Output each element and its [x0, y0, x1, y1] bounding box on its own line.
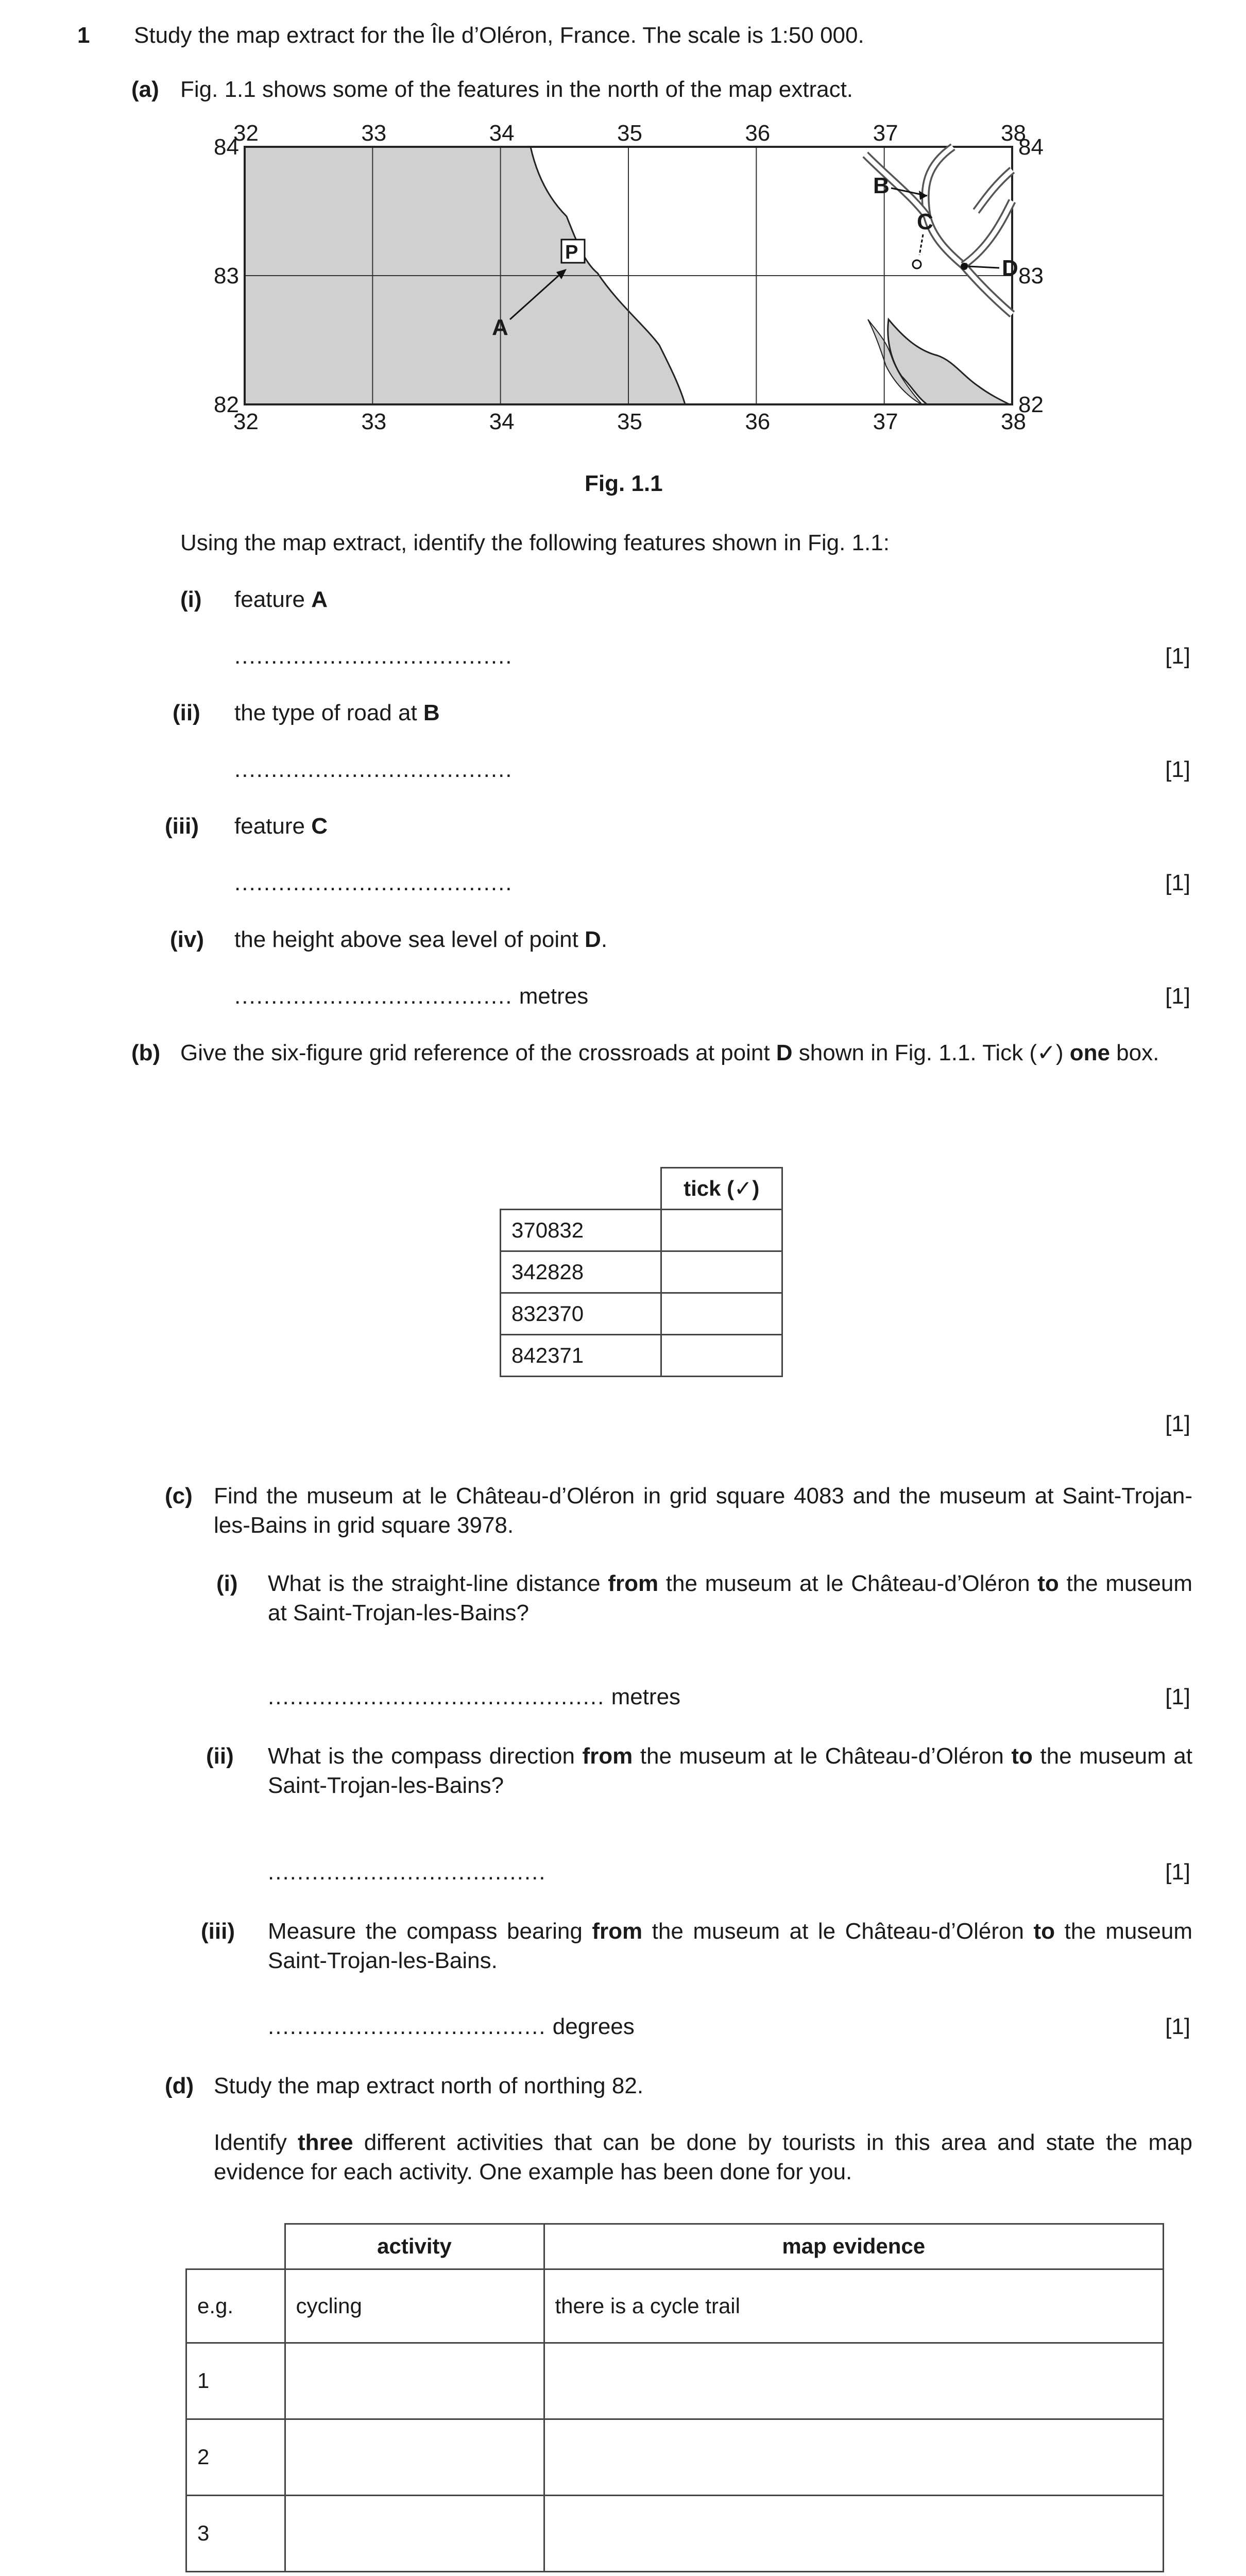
- part-a-sub-num: (iii): [165, 814, 199, 839]
- northing-label-left: 84: [214, 134, 239, 160]
- evidence-cell: there is a cycle trail: [544, 2269, 1164, 2343]
- evidence-cell[interactable]: [544, 2343, 1164, 2419]
- northing-label-right: 82: [1018, 392, 1044, 417]
- part-b-label: (b): [131, 1040, 161, 1065]
- part-a-sub-num: (iv): [170, 927, 204, 952]
- feature-c-pointer: [919, 234, 923, 255]
- grid-reference-option: 342828: [501, 1251, 661, 1293]
- part-c-i-text: What is the straight-line distance from the museum at le Château-d’Oléron to the museum at Saint-Trojan-les-Bains?: [268, 1571, 1192, 1626]
- part-a-text: Fig. 1.1 shows some of the features in the north of the map extract.: [180, 77, 854, 102]
- part-d-text: Study the map extract north of northing 82.: [214, 2073, 644, 2098]
- part-d-activity-table: [185, 2223, 1164, 2572]
- northing-label-right: 84: [1018, 134, 1044, 160]
- easting-label-top: 32: [233, 121, 259, 146]
- easting-label-top: 35: [617, 121, 642, 146]
- point-d-marker: [961, 263, 968, 270]
- part-a-sub-answer-line[interactable]: ...................................... metres: [234, 984, 589, 1009]
- activity-row: [186, 2269, 1164, 2343]
- activity-cell[interactable]: [285, 2496, 544, 2572]
- part-c-ii-text: What is the compass direction from the museum at le Château-d’Oléron to the museum at Saint-Trojan-les-Bains?: [268, 1743, 1192, 1799]
- grid-reference-option: 842371: [501, 1335, 661, 1377]
- northing-label-left: 82: [214, 392, 239, 417]
- easting-label-bottom: 32: [233, 409, 259, 434]
- tick-header: tick (✓): [661, 1168, 782, 1210]
- easting-label-bottom: 37: [873, 409, 898, 434]
- row-number: 2: [186, 2419, 285, 2496]
- easting-label-bottom: 33: [361, 409, 387, 434]
- tick-row: [501, 1293, 782, 1335]
- part-a-sub-answer-line[interactable]: ......................................: [234, 643, 513, 669]
- activity-cell[interactable]: [285, 2419, 544, 2496]
- part-c-ii-mark: [1]: [1165, 1859, 1190, 1885]
- feature-c-symbol: [913, 260, 921, 268]
- part-c-i-mark: [1]: [1165, 1684, 1190, 1709]
- part-c-label: (c): [165, 1483, 193, 1509]
- activity-row: [186, 2419, 1164, 2496]
- part-a-sub-question: feature C: [234, 814, 328, 839]
- fig-1-1-map: [206, 118, 1051, 459]
- part-b-mark: [1]: [1165, 1411, 1190, 1436]
- evidence-header: map evidence: [544, 2224, 1164, 2269]
- tick-box[interactable]: [661, 1251, 782, 1293]
- tick-box[interactable]: [661, 1210, 782, 1251]
- feature-p-label: P: [565, 242, 578, 263]
- part-c-iii-mark: [1]: [1165, 2014, 1190, 2039]
- question-intro: Study the map extract for the Île d’Oléron, France. The scale is 1:50 000.: [134, 23, 864, 48]
- tick-row: [501, 1251, 782, 1293]
- feature-b-label: B: [873, 173, 890, 198]
- part-c-ii-answer-line[interactable]: ......................................: [268, 1859, 547, 1885]
- part-a-instruction: Using the map extract, identify the following features shown in Fig. 1.1:: [180, 530, 890, 555]
- row-number: 1: [186, 2343, 285, 2419]
- part-a-sub-mark: [1]: [1165, 643, 1190, 669]
- part-a-sub-question: feature A: [234, 587, 328, 612]
- part-a-sub-mark: [1]: [1165, 757, 1190, 782]
- part-a-sub-question: the type of road at B: [234, 700, 440, 725]
- row-number: 3: [186, 2496, 285, 2572]
- part-a-sub-mark: [1]: [1165, 870, 1190, 895]
- part-b-text: Give the six-figure grid reference of the crossroads at point D shown in Fig. 1.1. Tick (✓) one box.: [180, 1040, 1159, 1065]
- activity-row: [186, 2343, 1164, 2419]
- part-c-i-answer-line[interactable]: .............................................. metres: [268, 1684, 681, 1709]
- part-c-iii-answer-line[interactable]: ...................................... degrees: [268, 2014, 635, 2039]
- point-d-label: D: [1002, 256, 1018, 281]
- feature-c-label: C: [917, 209, 933, 234]
- easting-label-top: 36: [745, 121, 771, 146]
- part-a-sub-num: (ii): [173, 700, 200, 725]
- part-a-label: (a): [131, 77, 159, 102]
- part-c-ii-num: (ii): [206, 1743, 234, 1769]
- part-a-sub-mark: [1]: [1165, 984, 1190, 1009]
- easting-label-bottom: 35: [617, 409, 642, 434]
- part-c-iii-text: Measure the compass bearing from the museum at le Château-d’Oléron to the museum Saint-Trojan-les-Bains.: [268, 1919, 1192, 1974]
- part-a-sub-answer-line[interactable]: ......................................: [234, 757, 513, 782]
- grid-reference-option: 370832: [501, 1210, 661, 1251]
- easting-label-top: 34: [489, 121, 515, 146]
- easting-label-bottom: 36: [745, 409, 771, 434]
- evidence-cell[interactable]: [544, 2419, 1164, 2496]
- part-a-sub-answer-line[interactable]: ......................................: [234, 870, 513, 895]
- point-d-pointer: [968, 266, 999, 268]
- evidence-cell[interactable]: [544, 2496, 1164, 2572]
- part-a-sub-num: (i): [180, 587, 202, 612]
- part-a-sub-question: the height above sea level of point D.: [234, 927, 608, 952]
- easting-label-top: 33: [361, 121, 387, 146]
- feature-a-label: A: [492, 315, 508, 340]
- tick-row: [501, 1335, 782, 1377]
- empty-header-cell: [186, 2224, 285, 2269]
- fig-1-1-caption: Fig. 1.1: [585, 471, 663, 496]
- part-d-instruction: Identify three different activities that can be done by tourists in this area and state the map evidence for each activity. One example has been done for you.: [214, 2130, 1192, 2185]
- easting-label-bottom: 34: [489, 409, 515, 434]
- question-number: 1: [77, 23, 90, 48]
- part-b-tick-table: [500, 1167, 783, 1377]
- part-c-i-num: (i): [216, 1571, 238, 1596]
- tick-row: [501, 1210, 782, 1251]
- easting-label-top: 38: [1001, 121, 1026, 146]
- tick-box[interactable]: [661, 1335, 782, 1377]
- easting-label-top: 37: [873, 121, 898, 146]
- part-c-text: Find the museum at le Château-d’Oléron in grid square 4083 and the museum at Saint-Trojan-les-Bains in grid square 3978.: [214, 1483, 1192, 1538]
- activity-cell: cycling: [285, 2269, 544, 2343]
- tick-box[interactable]: [661, 1293, 782, 1335]
- activity-cell[interactable]: [285, 2343, 544, 2419]
- activity-row: [186, 2496, 1164, 2572]
- grid-reference-option: 832370: [501, 1293, 661, 1335]
- northing-label-left: 83: [214, 263, 239, 289]
- easting-label-bottom: 38: [1001, 409, 1026, 434]
- row-number: e.g.: [186, 2269, 285, 2343]
- empty-header-cell: [501, 1168, 661, 1210]
- northing-label-right: 83: [1018, 263, 1044, 289]
- activity-header: activity: [285, 2224, 544, 2269]
- part-c-iii-num: (iii): [201, 1919, 235, 1944]
- part-d-label: (d): [165, 2073, 194, 2098]
